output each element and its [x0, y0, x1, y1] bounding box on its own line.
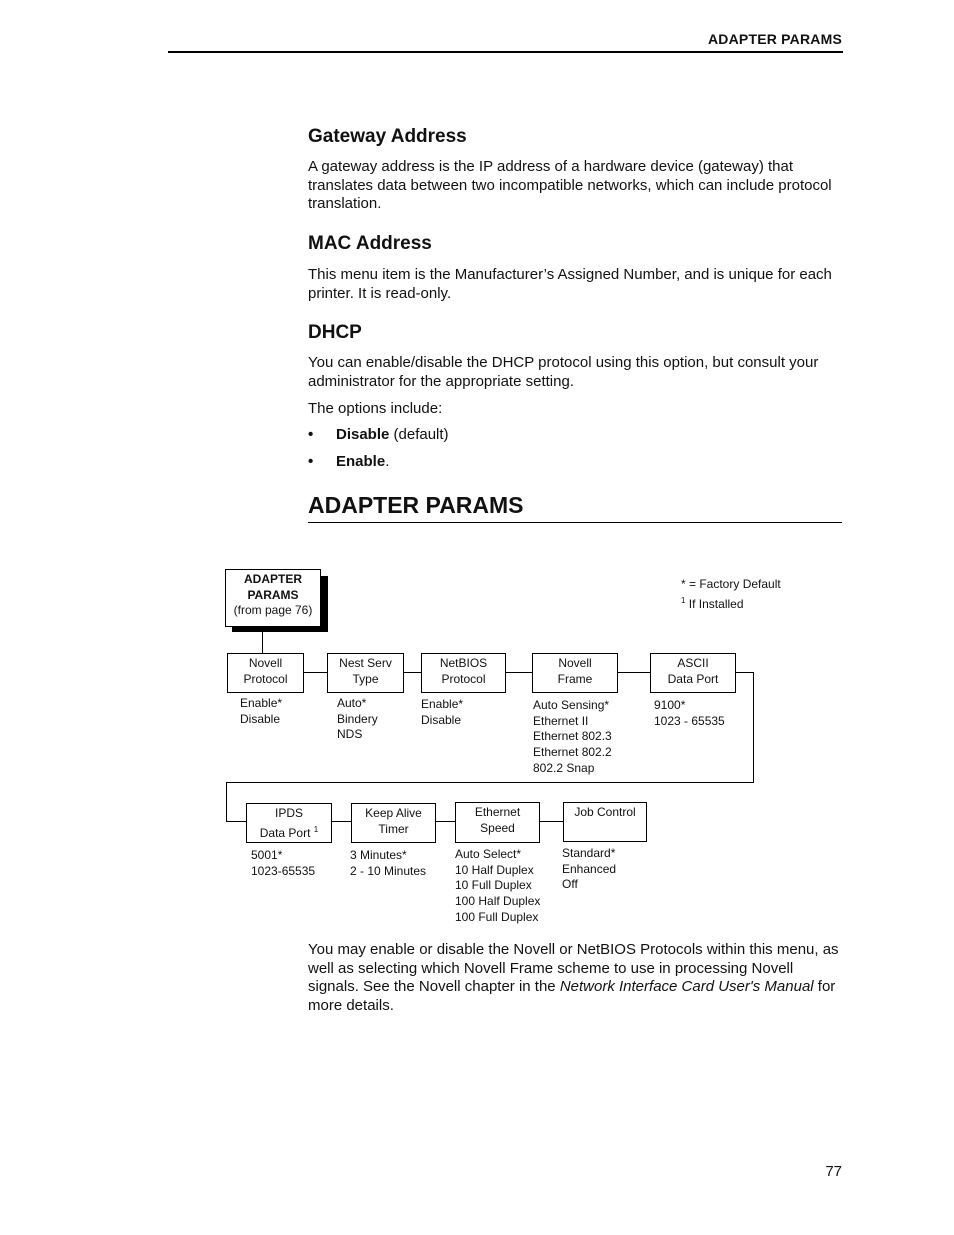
connector-r2-3-4 — [539, 821, 563, 822]
menu-box-netbios-protocol — [421, 653, 506, 693]
mac-heading: MAC Address — [308, 233, 432, 254]
connector-wrap-across — [226, 782, 754, 783]
connector-root-down — [262, 632, 263, 653]
option-item: Enable* — [421, 697, 464, 711]
option-item: 10 Full Duplex — [455, 878, 532, 893]
box-line1: Keep Alive — [365, 806, 422, 820]
options-nest-serv-type — [337, 696, 378, 743]
option-item: Standard* — [562, 846, 616, 860]
box-line1: Ethernet — [474, 805, 521, 819]
options-ipds-data-port — [251, 848, 315, 879]
box-line2: Data Port — [667, 671, 719, 686]
connector-5-right — [735, 672, 753, 673]
option-item: 5001* — [251, 848, 283, 862]
box-line1: Novell — [558, 656, 592, 670]
running-header: ADAPTER PARAMS — [708, 31, 842, 47]
box-line2: Frame — [557, 671, 593, 686]
root-line3: (from page 76) — [233, 603, 313, 617]
box-line1: IPDS — [274, 806, 303, 820]
options-ethernet-speed — [455, 847, 540, 926]
box-line2-wrap — [247, 822, 331, 842]
legend-sup: 1 — [681, 595, 686, 605]
closing-text-before: You may enable or disable the Novell or NetBIOS Protocols within this menu, as well as selecting which Novell Frame scheme to use in processing Novell signals. See the Novell chapter in the — [308, 941, 839, 996]
menu-box-keep-alive-timer — [351, 803, 436, 843]
option-item: 1023 - 65535 — [654, 713, 725, 728]
dhcp-text: You can enable/disable the DHCP protocol using this option, but consult your administrator for the appropriate setting. — [308, 354, 819, 390]
box-line1: Nest Serv — [339, 656, 392, 670]
box-line2: Protocol — [441, 671, 486, 686]
option-item: 9100* — [654, 698, 686, 712]
adapter-params-heading: ADAPTER PARAMS — [308, 492, 524, 518]
bullet-rest: (default) — [389, 426, 449, 443]
box-line2: Protocol — [243, 671, 288, 686]
gateway-text: A gateway address is the IP address of a hardware device (gateway) that translates data between two incompatible networks, which can include protocol translation. — [308, 158, 832, 213]
menu-box-novell-protocol — [227, 653, 304, 693]
option-item: NDS — [337, 727, 363, 742]
option-item: 3 Minutes* — [350, 848, 407, 862]
root-line1: ADAPTER — [243, 572, 302, 586]
options-novell-protocol — [240, 696, 282, 727]
options-novell-frame — [533, 698, 612, 777]
box-line1: Job Control — [574, 805, 636, 819]
option-item: Ethernet II — [533, 713, 589, 728]
option-item: Auto Select* — [455, 847, 522, 861]
connector-r2-1-2 — [331, 821, 351, 822]
gateway-heading: Gateway Address — [308, 126, 467, 147]
connector-4-5 — [617, 672, 650, 673]
mac-text: This menu item is the Manufacturer’s Assigned Number, and is unique for each printer. It is read-only. — [308, 266, 832, 302]
options-job-control — [562, 846, 616, 893]
closing-paragraph — [308, 941, 848, 1015]
options-netbios-protocol — [421, 697, 463, 728]
menu-box-ethernet-speed — [455, 802, 540, 843]
box-sup: 1 — [313, 824, 319, 834]
bullet-bold: Disable — [336, 426, 390, 443]
connector-1-2 — [303, 672, 328, 673]
option-item: 1023-65535 — [251, 863, 316, 878]
option-item: Disable — [240, 711, 281, 726]
bullet-dot: • — [308, 426, 314, 443]
heading-rule — [308, 522, 842, 523]
option-item: 10 Half Duplex — [455, 862, 534, 877]
option-item: Auto* — [337, 696, 367, 710]
connector-right-down — [753, 672, 754, 783]
box-line1: NetBIOS — [439, 656, 488, 670]
legend-line2: If Installed — [688, 596, 744, 611]
manual-title: Network Interface Card User's Manual — [559, 978, 814, 996]
box-line2: Type — [352, 671, 379, 686]
header-rule — [168, 51, 843, 53]
option-item: Bindery — [337, 711, 378, 726]
root-line2: PARAMS — [247, 587, 299, 602]
option-item: Auto Sensing* — [533, 698, 610, 712]
dhcp-heading: DHCP — [308, 322, 362, 343]
connector-3-4 — [505, 672, 532, 673]
connector-to-row2 — [226, 821, 247, 822]
legend — [681, 577, 781, 612]
bullet-rest: . — [385, 453, 390, 470]
root-box-adapter-params — [225, 569, 321, 627]
option-item: 2 - 10 Minutes — [350, 863, 427, 878]
menu-box-ascii-data-port — [650, 653, 736, 693]
option-item: 100 Full Duplex — [455, 909, 539, 924]
closing-text-after: for more details. — [308, 978, 836, 1014]
connector-r2-2-3 — [435, 821, 456, 822]
connector-left-down — [226, 782, 227, 822]
menu-box-novell-frame — [532, 653, 618, 693]
dhcp-options-intro: The options include: — [308, 400, 443, 417]
connector-2-3 — [404, 672, 421, 673]
menu-box-ipds-data-port — [246, 803, 332, 843]
menu-box-nest-serv-type — [327, 653, 404, 693]
option-item: Disable — [421, 712, 462, 727]
box-line1: Novell — [248, 656, 283, 670]
option-item: Ethernet 802.2 — [533, 745, 612, 760]
bullet-bold: Enable — [336, 453, 386, 470]
legend-if-installed — [681, 593, 781, 613]
box-line1: ASCII — [677, 656, 709, 670]
options-ascii-data-port — [654, 698, 725, 729]
legend-factory-default: * = Factory Default — [681, 577, 781, 591]
box-line2: Timer — [378, 821, 409, 836]
box-line2: Speed — [480, 820, 515, 835]
option-item: 100 Half Duplex — [455, 894, 541, 909]
option-item: Ethernet 802.3 — [533, 729, 612, 744]
options-keep-alive-timer — [350, 848, 426, 879]
page-number: 77 — [825, 1163, 842, 1180]
option-item: Enhanced — [562, 861, 617, 876]
bullet-dot: • — [308, 453, 314, 470]
option-item: Off — [562, 877, 578, 892]
box-line2: Data Port — [259, 825, 311, 840]
menu-box-job-control — [563, 802, 647, 842]
option-item: Enable* — [240, 696, 283, 710]
option-item: 802.2 Snap — [533, 760, 595, 775]
